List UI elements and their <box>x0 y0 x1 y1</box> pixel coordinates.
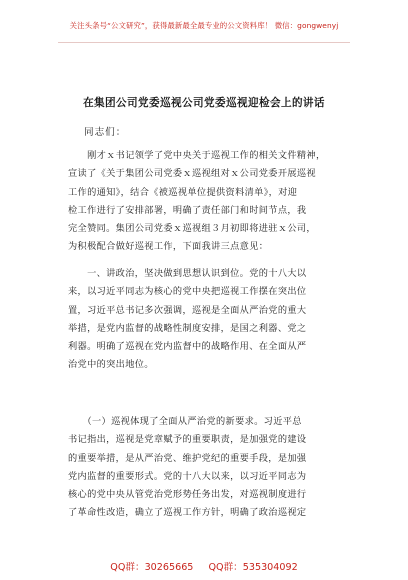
text-line: 举措，是党内监督的战略性制度安排，是国之利器、党之 <box>68 322 307 334</box>
text-line: 的重要举措，是从严治党、维护党纪的重要手段，是加强 <box>68 452 307 464</box>
text-line: 完全赞同。集团公司党委ｘ巡视组３月初即将进驻ｘ公司， <box>68 223 316 235</box>
text-line: 治党中的突出地位。 <box>68 359 154 371</box>
text-line: 来，以习近平同志为核心的党中央把巡视工作摆在突出位 <box>68 286 307 298</box>
text-line: 刚才ｘ书记领学了党中央关于巡视工作的相关文件精神， <box>68 150 326 161</box>
qq-group-1: QQ群：30265665 <box>110 562 194 573</box>
text-line: （一）巡视体现了全面从严治党的新要求。习近平总 <box>68 416 302 427</box>
text-line: 宣读了《关于集团公司党委ｘ巡视组对ｘ公司党委开展巡视 <box>68 168 316 180</box>
text-line: 一、讲政治，坚决做到思想认识到位。党的十八大以 <box>68 268 307 279</box>
text-line: 置，习近平总书记多次强调，巡视是全面从严治党的重大 <box>68 304 307 316</box>
text-line: 工作的通知》，结合《被巡视单位提供资料清单》，对迎 <box>68 186 298 198</box>
paragraph-subsection-one <box>68 413 348 523</box>
text-line: 书记指出，巡视是党章赋予的重要职责，是加强党的建设 <box>68 434 307 446</box>
document-title: 在集团公司党委巡视公司党委巡视迎检会上的讲话 <box>83 97 325 109</box>
qq-group-2: QQ群：535304092 <box>208 562 298 573</box>
salutation: 同志们： <box>84 127 127 138</box>
header-banner: 关注头条号“公文研究”，获得最新最全最专业的公文资料库！ 微信：gongwenyj <box>69 21 339 30</box>
text-line: 检工作进行了安排部署，明确了责任部门和时间节点，我 <box>68 204 307 216</box>
text-line: 核心的党中央从管党治党形势任务出发，对巡视制度进行 <box>68 489 307 501</box>
footer-contact <box>0 559 408 573</box>
header-divider <box>58 42 350 43</box>
paragraph-section-one <box>68 265 348 375</box>
paragraph-opening <box>68 147 348 257</box>
text-line: 为积极配合做好巡视工作，下面我讲三点意见： <box>68 241 269 253</box>
text-line: 了革命性改造，确立了巡视工作方针，明确了政治巡视定 <box>68 507 307 519</box>
text-line: 党内监督的重要形式。党的十八大以来，以习近平同志为 <box>68 470 307 482</box>
text-line: 利器。明确了巡视在党内监督中的战略作用、在全面从严 <box>68 341 307 353</box>
